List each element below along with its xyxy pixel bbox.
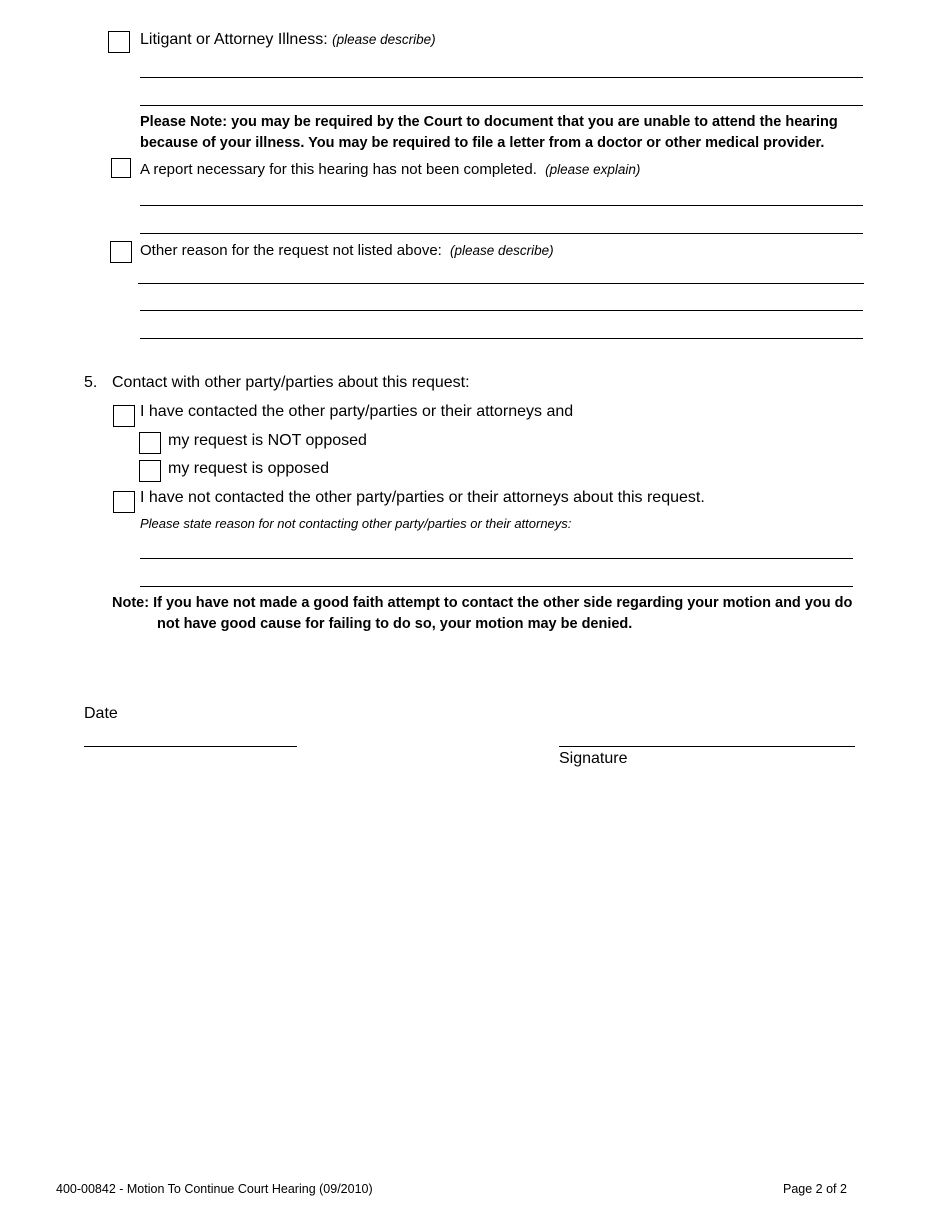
other-reason-answer-line-3[interactable]	[140, 338, 863, 339]
report-checkbox[interactable]	[111, 158, 131, 178]
contacted-label: I have contacted the other party/parties or their attorneys and	[140, 403, 574, 420]
date-line[interactable]	[84, 746, 297, 747]
other-reason-hint: (please describe)	[450, 243, 554, 258]
illness-note-line-1: Please Note: you may be required by the Court to document that you are unable to attend the hearing	[140, 114, 838, 130]
report-answer-line-1[interactable]	[140, 205, 863, 206]
not-contacted-answer-line-2[interactable]	[140, 586, 853, 587]
other-reason-answer-line-1[interactable]	[138, 283, 864, 284]
illness-note-line-2: because of your illness. You may be required to file a letter from a doctor or other medical provider.	[140, 135, 825, 151]
not-opposed-checkbox[interactable]	[139, 432, 161, 454]
illness-label-text: Litigant or Attorney Illness:	[140, 31, 328, 48]
illness-answer-line-1[interactable]	[140, 77, 863, 78]
report-label	[140, 161, 640, 178]
not-contacted-checkbox[interactable]	[113, 491, 135, 513]
section-5-number: 5.	[84, 374, 98, 391]
contact-note-line-2: not have good cause for failing to do so, your motion may be denied.	[157, 616, 633, 632]
not-contacted-label: I have not contacted the other party/parties or their attorneys about this request.	[140, 489, 705, 506]
date-label: Date	[84, 705, 118, 722]
report-label-text: A report necessary for this hearing has not been completed.	[140, 161, 537, 178]
not-opposed-label: my request is NOT opposed	[168, 432, 367, 449]
illness-checkbox[interactable]	[108, 31, 130, 53]
footer-form-id: 400-00842 - Motion To Continue Court Hearing (09/2010)	[56, 1182, 373, 1196]
illness-answer-line-2[interactable]	[140, 105, 863, 106]
other-reason-label-text: Other reason for the request not listed above:	[140, 242, 442, 259]
section-5-heading: Contact with other party/parties about this request:	[112, 374, 470, 391]
illness-hint: (please describe)	[332, 32, 436, 47]
report-answer-line-2[interactable]	[140, 233, 863, 234]
report-hint: (please explain)	[545, 162, 641, 177]
contact-note-line-1: Note: If you have not made a good faith attempt to contact the other side regarding your motion and you do	[112, 595, 853, 611]
opposed-checkbox[interactable]	[139, 460, 161, 482]
other-reason-checkbox[interactable]	[110, 241, 132, 263]
signature-line[interactable]	[559, 746, 855, 747]
not-contacted-reason-prompt: Please state reason for not contacting other party/parties or their attorneys:	[140, 516, 572, 531]
other-reason-answer-line-2[interactable]	[140, 310, 863, 311]
opposed-label: my request is opposed	[168, 460, 329, 477]
signature-label: Signature	[559, 750, 628, 767]
footer-page-number: Page 2 of 2	[783, 1182, 847, 1196]
contacted-checkbox[interactable]	[113, 405, 135, 427]
other-reason-label	[140, 242, 554, 259]
illness-label	[140, 31, 436, 49]
not-contacted-answer-line-1[interactable]	[140, 558, 853, 559]
